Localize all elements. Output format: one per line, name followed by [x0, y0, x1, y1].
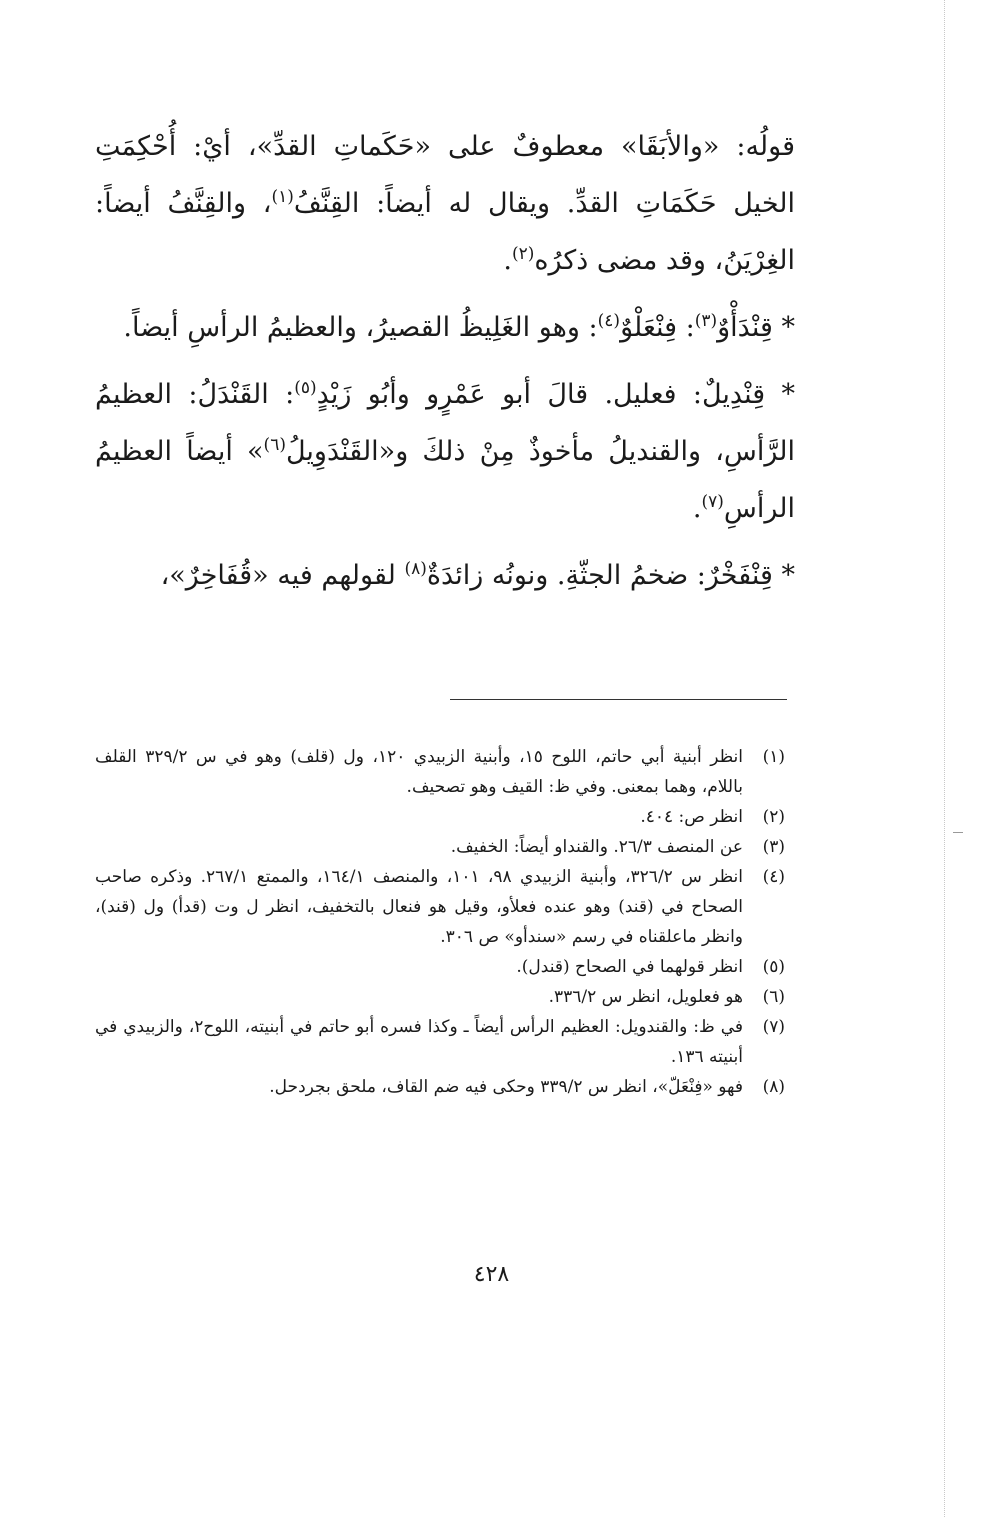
scan-edge-line	[944, 0, 945, 1517]
paragraph-2	[95, 299, 795, 356]
footnote-6	[95, 982, 785, 1012]
scan-edge-mark	[953, 832, 963, 833]
footnote-ref-1: (١)	[271, 187, 294, 207]
footnote-7	[95, 1012, 785, 1072]
paragraph-2-text-c: : وهو الغَلِيظُ القصيرُ، والعظيمُ الرأسِ أيضاً.	[123, 312, 598, 343]
footnote-number: (٤)	[762, 867, 785, 887]
footnote-text: عن المنصف ٢٦/٣. والقنداو أيضاً: الخفيف.	[450, 837, 743, 857]
footnote-ref-5: (٥)	[294, 378, 317, 398]
footnote-number: (١)	[762, 747, 785, 767]
footnote-4	[95, 862, 785, 952]
main-text	[95, 118, 795, 604]
footnote-3	[95, 832, 785, 862]
footnotes	[95, 742, 785, 1102]
footnote-separator	[450, 699, 787, 700]
footnote-number: (٢)	[762, 807, 785, 827]
paragraph-3-text-a: * قِنْدِيلٌ: فعليل. قالَ أبو عَمْرٍو وأبُو زَيْدٍ	[316, 379, 796, 410]
paragraph-1-text-a: قولُه: «والأبَقَا» معطوفٌ على «حَكَماتِ القدِّ»، أيْ: أُحْكِمَتِ الخيل حَكَمَاتِ القدِّ. ويقال له أيضاً: القِنَّفُ	[95, 131, 795, 219]
footnote-text: هو فعلويل، انظر س ٣٣٦/٢.	[548, 987, 743, 1007]
footnote-text: فهو «فِنْعَلّ»، انظر س ٣٣٩/٢ وحكى فيه ضم القاف، ملحق بجردحل.	[269, 1077, 743, 1097]
footnote-text: انظر ص: ٤٠٤.	[640, 807, 743, 827]
paragraph-4-text-a: * قِنْفَخْرٌ: ضخمُ الجثّةِ. ونونُه زائدَةٌ	[426, 560, 795, 591]
footnote-2	[95, 802, 785, 832]
footnote-ref-7: (٧)	[701, 492, 724, 512]
paragraph-1-text-b: ، والقِنَّفُ أيضاً: الغِرْيَنُ، وقد مضى ذكرُه	[95, 188, 795, 276]
footnote-1	[95, 742, 785, 802]
footnote-text: انظر س ٣٢٦/٢، وأبنية الزبيدي ٩٨، ١٠١، والمنصف ١٦٤/١، والممتع ٢٦٧/١. وذكره صاحب الصحاح في (قند) وهو عنده فعلأو، وقيل هو فنعال بالتخفيف، انظر ل وت (قدأ) ول (قند)، وانظر ماعلقناه في رسم «سندأو» ص ٣٠٦.	[95, 867, 743, 947]
footnote-text: انظر قولهما في الصحاح (قندل).	[516, 957, 743, 977]
footnote-ref-4: (٤)	[597, 311, 621, 331]
footnote-ref-6: (٦)	[263, 435, 286, 455]
footnote-ref-8: (٨)	[404, 559, 427, 579]
paragraph-1-text-c: .	[503, 245, 512, 276]
footnote-8	[95, 1072, 785, 1102]
footnote-number: (٦)	[762, 987, 785, 1007]
page-number: ٤٢٨	[473, 1262, 510, 1287]
paragraph-3-text-b: : القَنْدَلُ: العظيمُ الرَّأسِ، والقنديلُ مأخوذٌ مِنْ ذلكَ و«القَنْدَوِيلُ	[95, 379, 795, 467]
footnote-number: (٧)	[762, 1017, 785, 1037]
paragraph-3	[95, 366, 795, 537]
paragraph-3-text-d: .	[692, 493, 702, 524]
footnote-5	[95, 952, 785, 982]
footnote-text: في ظ: والقندويل: العظيم الرأس أيضاً ـ وكذا فسره أبو حاتم في أبنيته، اللوح٢، والزبيدي في أبنيته ١٣٦.	[95, 1017, 743, 1067]
paragraph-4-text-b: لقولهم فيه «قُفَاخِرٌ»،	[160, 560, 396, 591]
paragraph-4	[95, 547, 795, 604]
paragraph-1	[95, 118, 795, 289]
footnote-ref-3: (٣)	[694, 311, 718, 331]
footnote-ref-2: (٢)	[511, 244, 535, 264]
paragraph-2-text-a: * قِنْدَأْوٌ	[717, 312, 795, 343]
paragraph-2-text-b: : فِنْعَلْوٌ	[620, 312, 695, 343]
footnote-text: انظر أبنية أبي حاتم، اللوح ١٥، وأبنية الزبيدي ١٢٠، ول (قلف) وهو في س ٣٢٩/٢ القلف باللام، وهما بمعنى. وفي ظ: القيف وهو تصحيف.	[95, 747, 743, 797]
footnote-number: (٥)	[762, 957, 785, 977]
footnote-number: (٨)	[762, 1077, 785, 1097]
footnote-number: (٣)	[762, 837, 785, 857]
paragraph-3-text-c: » أيضاً العظيمُ الرأسِ	[95, 436, 795, 524]
